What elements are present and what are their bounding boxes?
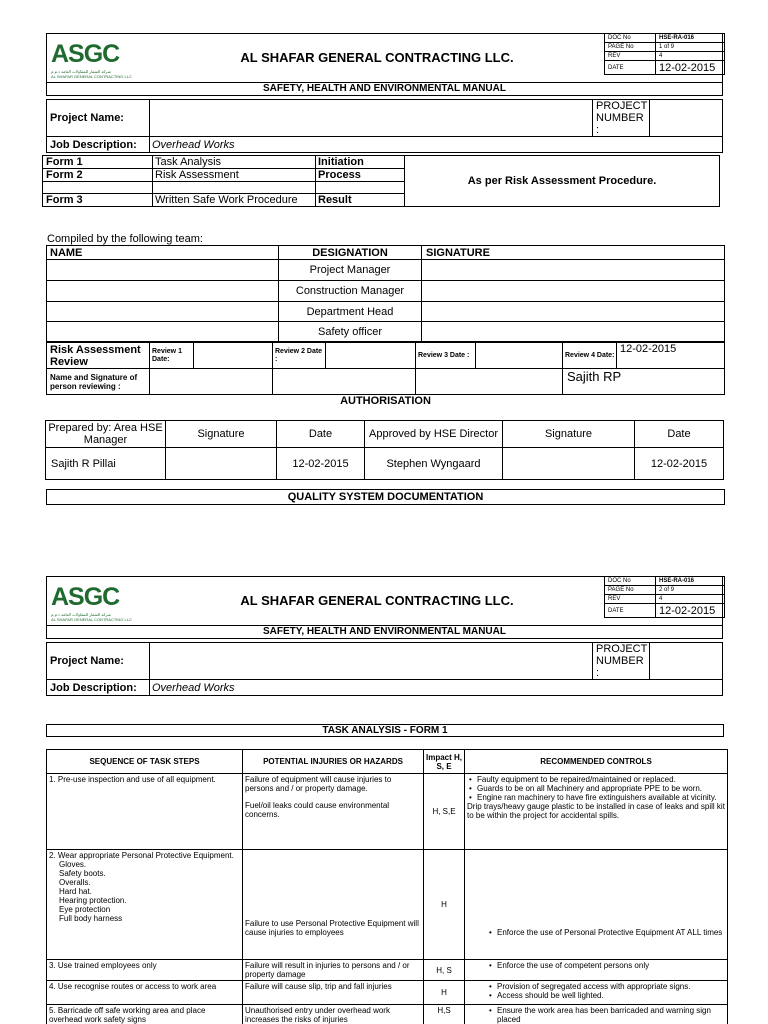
- table-row: 4. Use recognise routes or access to work area Failure will cause slip, trip and fall injuries H • Provision of segregated access with appropriate signs. • Access should be well lighted.: [47, 981, 728, 1005]
- job-description-value: Overhead Works: [150, 137, 723, 153]
- logo-mark: ASGC: [51, 582, 120, 611]
- manual-title: SAFETY, HEALTH AND ENVIRONMENTAL MANUAL: [46, 82, 723, 96]
- authorisation-table: Prepared by: Area HSE Manager Signature Date Approved by HSE Director Signature Date Sajith R Pillai 12-02-2015 Stephen Wyngaard 12-02-2015: [45, 420, 724, 480]
- manual-title: SAFETY, HEALTH AND ENVIRONMENTAL MANUAL: [46, 625, 723, 639]
- task-analysis-title: TASK ANALYSIS - FORM 1: [46, 724, 724, 737]
- job-description-label: Job Description:: [47, 680, 150, 696]
- table-row: 3. Use trained employees only Failure will result in injuries to persons and / or property damage H, S • Enforce the use of competent persons only: [47, 960, 728, 981]
- project-name-value: [150, 643, 593, 680]
- table-row: 2. Wear appropriate Personal Protective Equipment. Gloves. Safety boots. Overalls. Hard hat. Hearing protection. Eye protection Full body harness Failure to use Personal Protective Equipment will cause injuries to employees H • Enforce the use of Personal Protective Equipment AT ALL times: [47, 850, 728, 960]
- job-description-label: Job Description:: [47, 137, 150, 153]
- project-name-label: Project Name:: [47, 643, 150, 680]
- logo-mark: ASGC: [51, 39, 120, 68]
- project-number-label: PROJECT NUMBER :: [593, 100, 650, 137]
- company-logo: ASGC شركة الشفار للمقاولات العامة ذ.م.م AL SHAFAR GENERAL CONTRACTING LLC: [51, 39, 132, 79]
- project-name-label: Project Name:: [47, 100, 150, 137]
- authorisation-title: AUTHORISATION: [340, 395, 431, 407]
- task-analysis-table: SEQUENCE OF TASK STEPS POTENTIAL INJURIES OR HAZARDS Impact H, S, E RECOMMENDED CONTROLS 1. Pre-use inspection and use of all equipment. Failure of equipment will cause injuries to persons and / or property damage. Fuel/oil leaks could cause environmental concerns. H, S,E • Faulty equipment to be repaired/maintained or replaced. • Guards to be on all Machinery and appropriate PPE to be worn. • Engine ran machinery to have fire extinguishers available at vicinity. Drip trays/heavy gauge plastic to be installed in case of leaks and spill kit to be within the project for accidental spills. 2. Wear appropriate Personal Protective Equipment. Gloves. Safety boots. Overalls. Hard hat. Hearing protection. Eye protection Full body harness Failure to use Personal Protective Equipment will cause injuries to employees H • Enforce the use of Personal Protective Equipment AT ALL times 3. Use trained employees only Failure will result in injuries to persons and / or property damage H, S • Enforce the use of competent persons only 4. Use recognise routes or access to work area Failure will cause slip, trip and fall injuries H • Provision of segregated access with appropriate signs. • Access should be well lighted. 5. Barricade off safe working area and place overhead work safety signs Unauthorised entry under overhead work increases the risks of injuries H,S • Ensure the work area has been barricaded and warning sign placed: [46, 749, 728, 1024]
- forms-note: As per Risk Assessment Procedure.: [405, 156, 720, 207]
- table-row: 1. Pre-use inspection and use of all equipment. Failure of equipment will cause injuries to persons and / or property damage. Fuel/oil leaks could cause environmental concerns. H, S,E • Faulty equipment to be repaired/maintained or replaced. • Guards to be on all Machinery and appropriate PPE to be worn. • Engine ran machinery to have fire extinguishers available at vicinity. Drip trays/heavy gauge plastic to be installed in case of leaks and spill kit to be within the project for accidental spills.: [47, 774, 728, 850]
- forms-table: Form 1 Task Analysis Initiation As per Risk Assessment Procedure. Form 2 Risk Assessment Process Form 3 Written Safe Work Procedure Result: [42, 155, 720, 207]
- page1-header: [46, 33, 723, 83]
- table-row: 5. Barricade off safe working area and place overhead work safety signs Unauthorised entry under overhead work increases the risks of injuries H,S • Ensure the work area has been barricaded and warning sign placed: [47, 1005, 728, 1024]
- compiled-by: Compiled by the following team:: [47, 233, 203, 245]
- company-name: AL SHAFAR GENERAL CONTRACTING LLC.: [240, 50, 514, 65]
- project-number-value: [650, 643, 723, 680]
- job-description-value: Overhead Works: [150, 680, 723, 696]
- review-table: Risk Assessment Review Review 1 Date: Review 2 Date : Review 3 Date : Review 4 Date: 12-02-2015 Name and Signature of person reviewing : Sajith RP: [46, 342, 725, 395]
- review-label: Risk Assessment Review: [47, 343, 150, 369]
- project-name-value: [150, 100, 593, 137]
- company-logo: ASGC شركة الشفار للمقاولات العامة ذ.م.م AL SHAFAR GENERAL CONTRACTING LLC: [51, 582, 132, 622]
- project-table: [46, 99, 723, 153]
- quality-footer: QUALITY SYSTEM DOCUMENTATION: [46, 489, 725, 505]
- reviewer-label: Name and Signature of person reviewing :: [47, 369, 150, 395]
- company-name: AL SHAFAR GENERAL CONTRACTING LLC.: [240, 593, 514, 608]
- doc-info-table: DOC No HSE-RA-016 PAGE No 1 of 9 REV 4 DATE 12-02-2015: [604, 33, 725, 75]
- doc-info-table: DOC No HSE-RA-016 PAGE No 2 of 9 REV 4 DATE 12-02-2015: [604, 576, 725, 618]
- team-table: NAME DESIGNATION SIGNATURE Project Manager Construction Manager Department Head Safety officer: [46, 245, 725, 342]
- project-number-label: PROJECT NUMBER :: [593, 643, 650, 680]
- project-table: [46, 642, 723, 696]
- project-number-value: [650, 100, 723, 137]
- page2-header: [46, 576, 723, 626]
